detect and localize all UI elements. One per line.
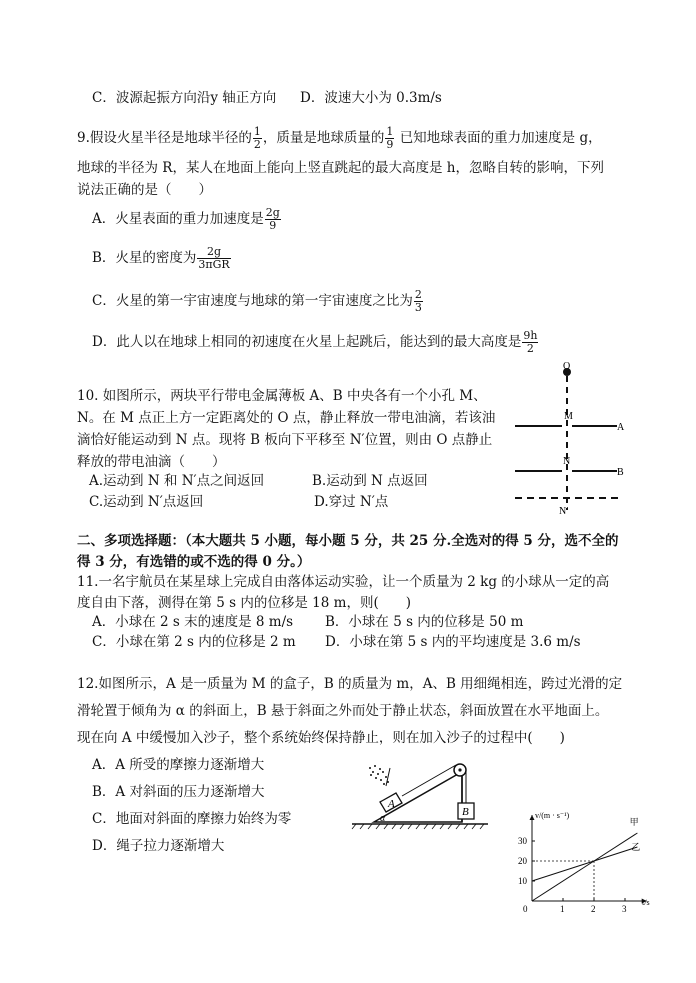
label-n-prime: N′	[559, 506, 569, 517]
y-tick-label: 20	[518, 856, 527, 866]
q8-option-c: C．波源起振方向沿y 轴正方向	[92, 90, 277, 106]
fraction: $\frac{2g}{9}$	[265, 206, 280, 233]
fraction: $\frac{2g}{\text{3πGR}}$	[198, 245, 230, 272]
x-axis-label: t/s	[642, 898, 650, 907]
q9-stem-line1: 9.假设火星半径是地球半径的 $\frac{1}{2}$ ，质量是地球质量的 $\frac{1}{9}$ 已知地球表面的重力加速度是 g，	[77, 125, 602, 152]
q11-option-a: A．小球在 2 s 末的速度是 8 m/s	[92, 614, 294, 630]
label-alpha: α	[380, 813, 386, 824]
q9-stem-line3: 说法正确的是（ ）	[77, 182, 212, 198]
label-block-b: B	[462, 806, 469, 818]
q10-plates-figure	[505, 362, 640, 522]
q10-option-d: D.穿过 N′点	[314, 494, 389, 510]
fraction: $\frac{9h}{2}$	[523, 329, 538, 356]
pulley-axle	[458, 768, 461, 771]
q8-option-d: D．波速大小为 0.3m/s	[300, 90, 442, 106]
label-o: O	[563, 361, 571, 372]
y-tick-label: 10	[518, 876, 527, 886]
q10-option-c: C.运动到 N′点返回	[89, 494, 204, 510]
label-n: N	[563, 456, 571, 467]
q12-stem-line3: 现在向 A 中缓慢加入沙子，整个系统始终保持静止，则在加入沙子的过程中( )	[77, 730, 565, 746]
y-axis-label: v/(m · s⁻¹)	[535, 811, 570, 820]
q12-stem-line2: 滑轮置于倾角为 α 的斜面上，B 悬于斜面之外而处于静止状态，斜面放置在水平地面上。	[77, 703, 609, 719]
q10-stem-line3: 滴恰好能运动到 N 点。现将 B 板向下平移至 N′位置，则由 O 点静止	[77, 432, 493, 448]
q10-stem-line4: 释放的带电油滴（ ）	[77, 454, 226, 470]
q11-stem-line2: 度自由下落，测得在第 5 s 内的位移是 18 m，则( )	[77, 595, 411, 611]
x-tick-label: 3	[622, 904, 627, 914]
fraction: $\frac{1}{9}$	[386, 125, 394, 152]
series-label-yi: 乙	[631, 842, 641, 852]
q12-option-d: D．绳子拉力逐渐增大	[92, 838, 225, 854]
series-line-jia	[532, 833, 637, 901]
q10-stem-line2: N。在 M 点正上方一定距离处的 O 点，静止释放一带电油滴，若该油	[77, 410, 496, 426]
q9-option-b: B．火星的密度为 $\frac{2g}{\text{3πGR}}$	[92, 245, 230, 272]
vt-graph	[508, 805, 650, 915]
section2-heading-line2: 得 3 分，有选错的或不选的得 0 分。）	[77, 554, 311, 570]
q10-option-a: A.运动到 N 和 N′点之间返回	[89, 473, 265, 489]
q11-option-d: D．小球在第 5 s 内的平均速度是 3.6 m/s	[325, 634, 581, 650]
q12-incline-figure	[350, 760, 490, 830]
series-line-yi	[532, 847, 637, 881]
series-label-jia: 甲	[629, 817, 639, 827]
y-axis-arrow	[530, 815, 535, 820]
label-a: A	[617, 422, 625, 433]
label-box-a: A	[388, 798, 395, 810]
q12-option-a: A．A 所受的摩擦力逐渐增大	[92, 757, 265, 773]
q9-stem-line2: 地球的半径为 R，某人在地面上能向上竖直跳起的最大高度是 h，忽略自转的影响，下列	[77, 160, 604, 176]
q11-option-b: B．小球在 5 s 内的位移是 50 m	[325, 614, 524, 630]
x-tick-label: 1	[560, 904, 565, 914]
q10-stem-line1: 10. 如图所示，两块平行带电金属薄板 A、B 中央各有一个小孔 M、	[77, 388, 487, 404]
q10-option-b: B.运动到 N 点返回	[312, 473, 428, 489]
x-tick-label: 2	[591, 904, 596, 914]
fraction: $\frac{2}{3}$	[414, 288, 422, 315]
q11-option-c: C．小球在第 2 s 内的位移是 2 m	[92, 634, 296, 650]
origin-label: 0	[523, 904, 528, 914]
q9-option-a: A．火星表面的重力加速度是 $\frac{2g}{9}$	[92, 206, 280, 233]
fraction: $\frac{1}{2}$	[253, 125, 261, 152]
sand-particles	[369, 765, 389, 785]
q9-option-d: D．此人以在地球上相同的初速度在火星上起跳后，能达到的最大高度是 $\frac{9h}{2}$	[92, 329, 538, 356]
y-tick-label: 30	[518, 836, 527, 846]
q11-stem-line1: 11.一名宇航员在某星球上完成自由落体运动实验，让一个质量为 2 kg 的小球从一定的高	[77, 574, 610, 590]
q12-option-c: C．地面对斜面的摩擦力始终为零	[92, 811, 292, 827]
q12-stem-line1: 12.如图所示，A 是一质量为 M 的盒子，B 的质量为 m，A、B 用细绳相连，跨过光滑的定	[77, 676, 623, 692]
label-m: M	[564, 411, 573, 422]
label-b: B	[617, 467, 624, 478]
section2-heading-line1: 二、多项选择题：（本大题共 5 小题，每小题 5 分，共 25 分.全选对的得 5 分，选不全的	[77, 533, 619, 549]
q9-option-c: C．火星的第一宇宙速度与地球的第一宇宙速度之比为 $\frac{2}{3}$	[92, 288, 422, 315]
q12-option-b: B．A 对斜面的压力逐渐增大	[92, 784, 265, 800]
